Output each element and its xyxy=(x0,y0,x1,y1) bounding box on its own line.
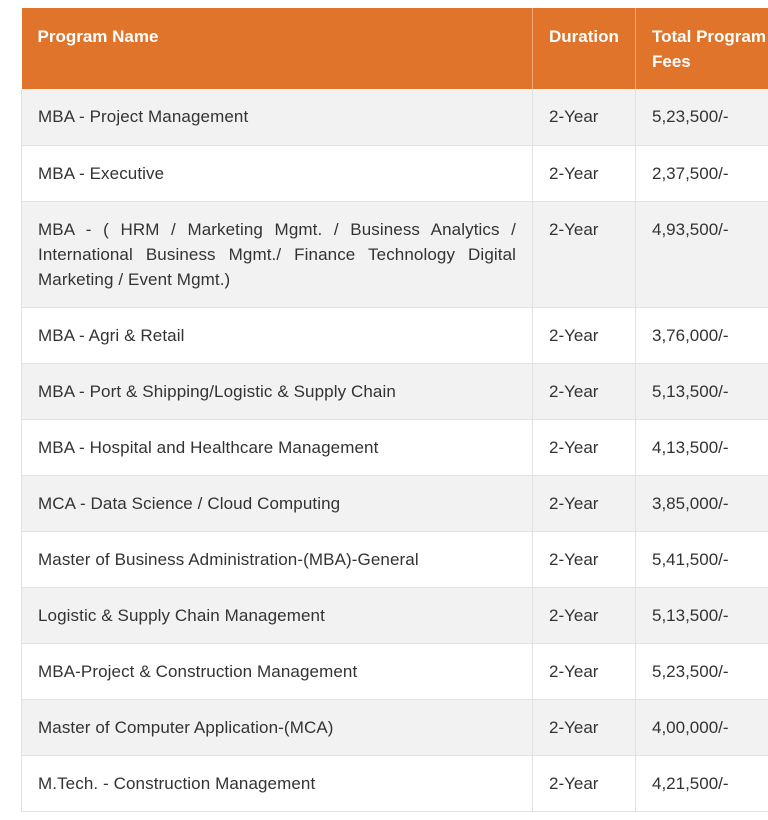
duration-cell: 2-Year xyxy=(533,145,636,201)
duration-cell: 2-Year xyxy=(533,643,636,699)
table-row xyxy=(22,587,768,643)
program-name-cell: MCA - Data Science / Cloud Computing xyxy=(22,475,533,531)
duration-cell: 2-Year xyxy=(533,755,636,811)
header-total-fees-label: Total Program Fees xyxy=(652,27,766,71)
table-row xyxy=(22,201,768,307)
fees-cell: 3,85,000/- xyxy=(636,475,768,531)
table-row xyxy=(22,419,768,475)
fees-cell: 5,23,500/- xyxy=(636,643,768,699)
header-row xyxy=(22,8,768,89)
fees-cell: 4,21,500/- xyxy=(636,755,768,811)
fees-cell: 5,41,500/- xyxy=(636,531,768,587)
program-fees-table xyxy=(21,8,768,812)
table-row xyxy=(22,475,768,531)
table-body xyxy=(22,89,768,811)
fees-cell: 5,23,500/- xyxy=(636,89,768,145)
fees-cell: 4,13,500/- xyxy=(636,419,768,475)
program-name-cell: MBA-Project & Construction Management xyxy=(22,643,533,699)
duration-cell: 2-Year xyxy=(533,587,636,643)
duration-cell: 2-Year xyxy=(533,307,636,363)
program-name-cell: Master of Business Administration-(MBA)-General xyxy=(22,531,533,587)
duration-cell: 2-Year xyxy=(533,201,636,307)
fees-cell: 2,37,500/- xyxy=(636,145,768,201)
program-name-cell: MBA - Port & Shipping/Logistic & Supply Chain xyxy=(22,363,533,419)
table-row xyxy=(22,307,768,363)
fees-cell: 5,13,500/- xyxy=(636,587,768,643)
duration-cell: 2-Year xyxy=(533,419,636,475)
duration-cell: 2-Year xyxy=(533,699,636,755)
program-name-cell: MBA - ( HRM / Marketing Mgmt. / Business Analytics / International Business Mgmt./ Finance Technology Digital Marketing / Event Mgmt.) xyxy=(22,201,533,307)
fees-table-container xyxy=(21,8,768,812)
duration-cell: 2-Year xyxy=(533,531,636,587)
fees-cell: 4,00,000/- xyxy=(636,699,768,755)
header-total-fees xyxy=(636,8,768,89)
program-name-cell: MBA - Agri & Retail xyxy=(22,307,533,363)
program-name-cell: Master of Computer Application-(MCA) xyxy=(22,699,533,755)
fees-cell: 3,76,000/- xyxy=(636,307,768,363)
table-row xyxy=(22,531,768,587)
program-name-cell: Logistic & Supply Chain Management xyxy=(22,587,533,643)
header-duration: Duration xyxy=(533,8,636,89)
program-name-cell: MBA - Hospital and Healthcare Management xyxy=(22,419,533,475)
program-name-cell: M.Tech. - Construction Management xyxy=(22,755,533,811)
table-row xyxy=(22,89,768,145)
table-row xyxy=(22,699,768,755)
table-row xyxy=(22,643,768,699)
program-name-cell: MBA - Executive xyxy=(22,145,533,201)
table-row xyxy=(22,145,768,201)
fees-cell: 5,13,500/- xyxy=(636,363,768,419)
header-program-name: Program Name xyxy=(22,8,533,89)
table-row xyxy=(22,363,768,419)
table-row xyxy=(22,755,768,811)
duration-cell: 2-Year xyxy=(533,89,636,145)
table-header xyxy=(22,8,768,89)
duration-cell: 2-Year xyxy=(533,475,636,531)
duration-cell: 2-Year xyxy=(533,363,636,419)
program-name-cell: MBA - Project Management xyxy=(22,89,533,145)
fees-cell: 4,93,500/- xyxy=(636,201,768,307)
